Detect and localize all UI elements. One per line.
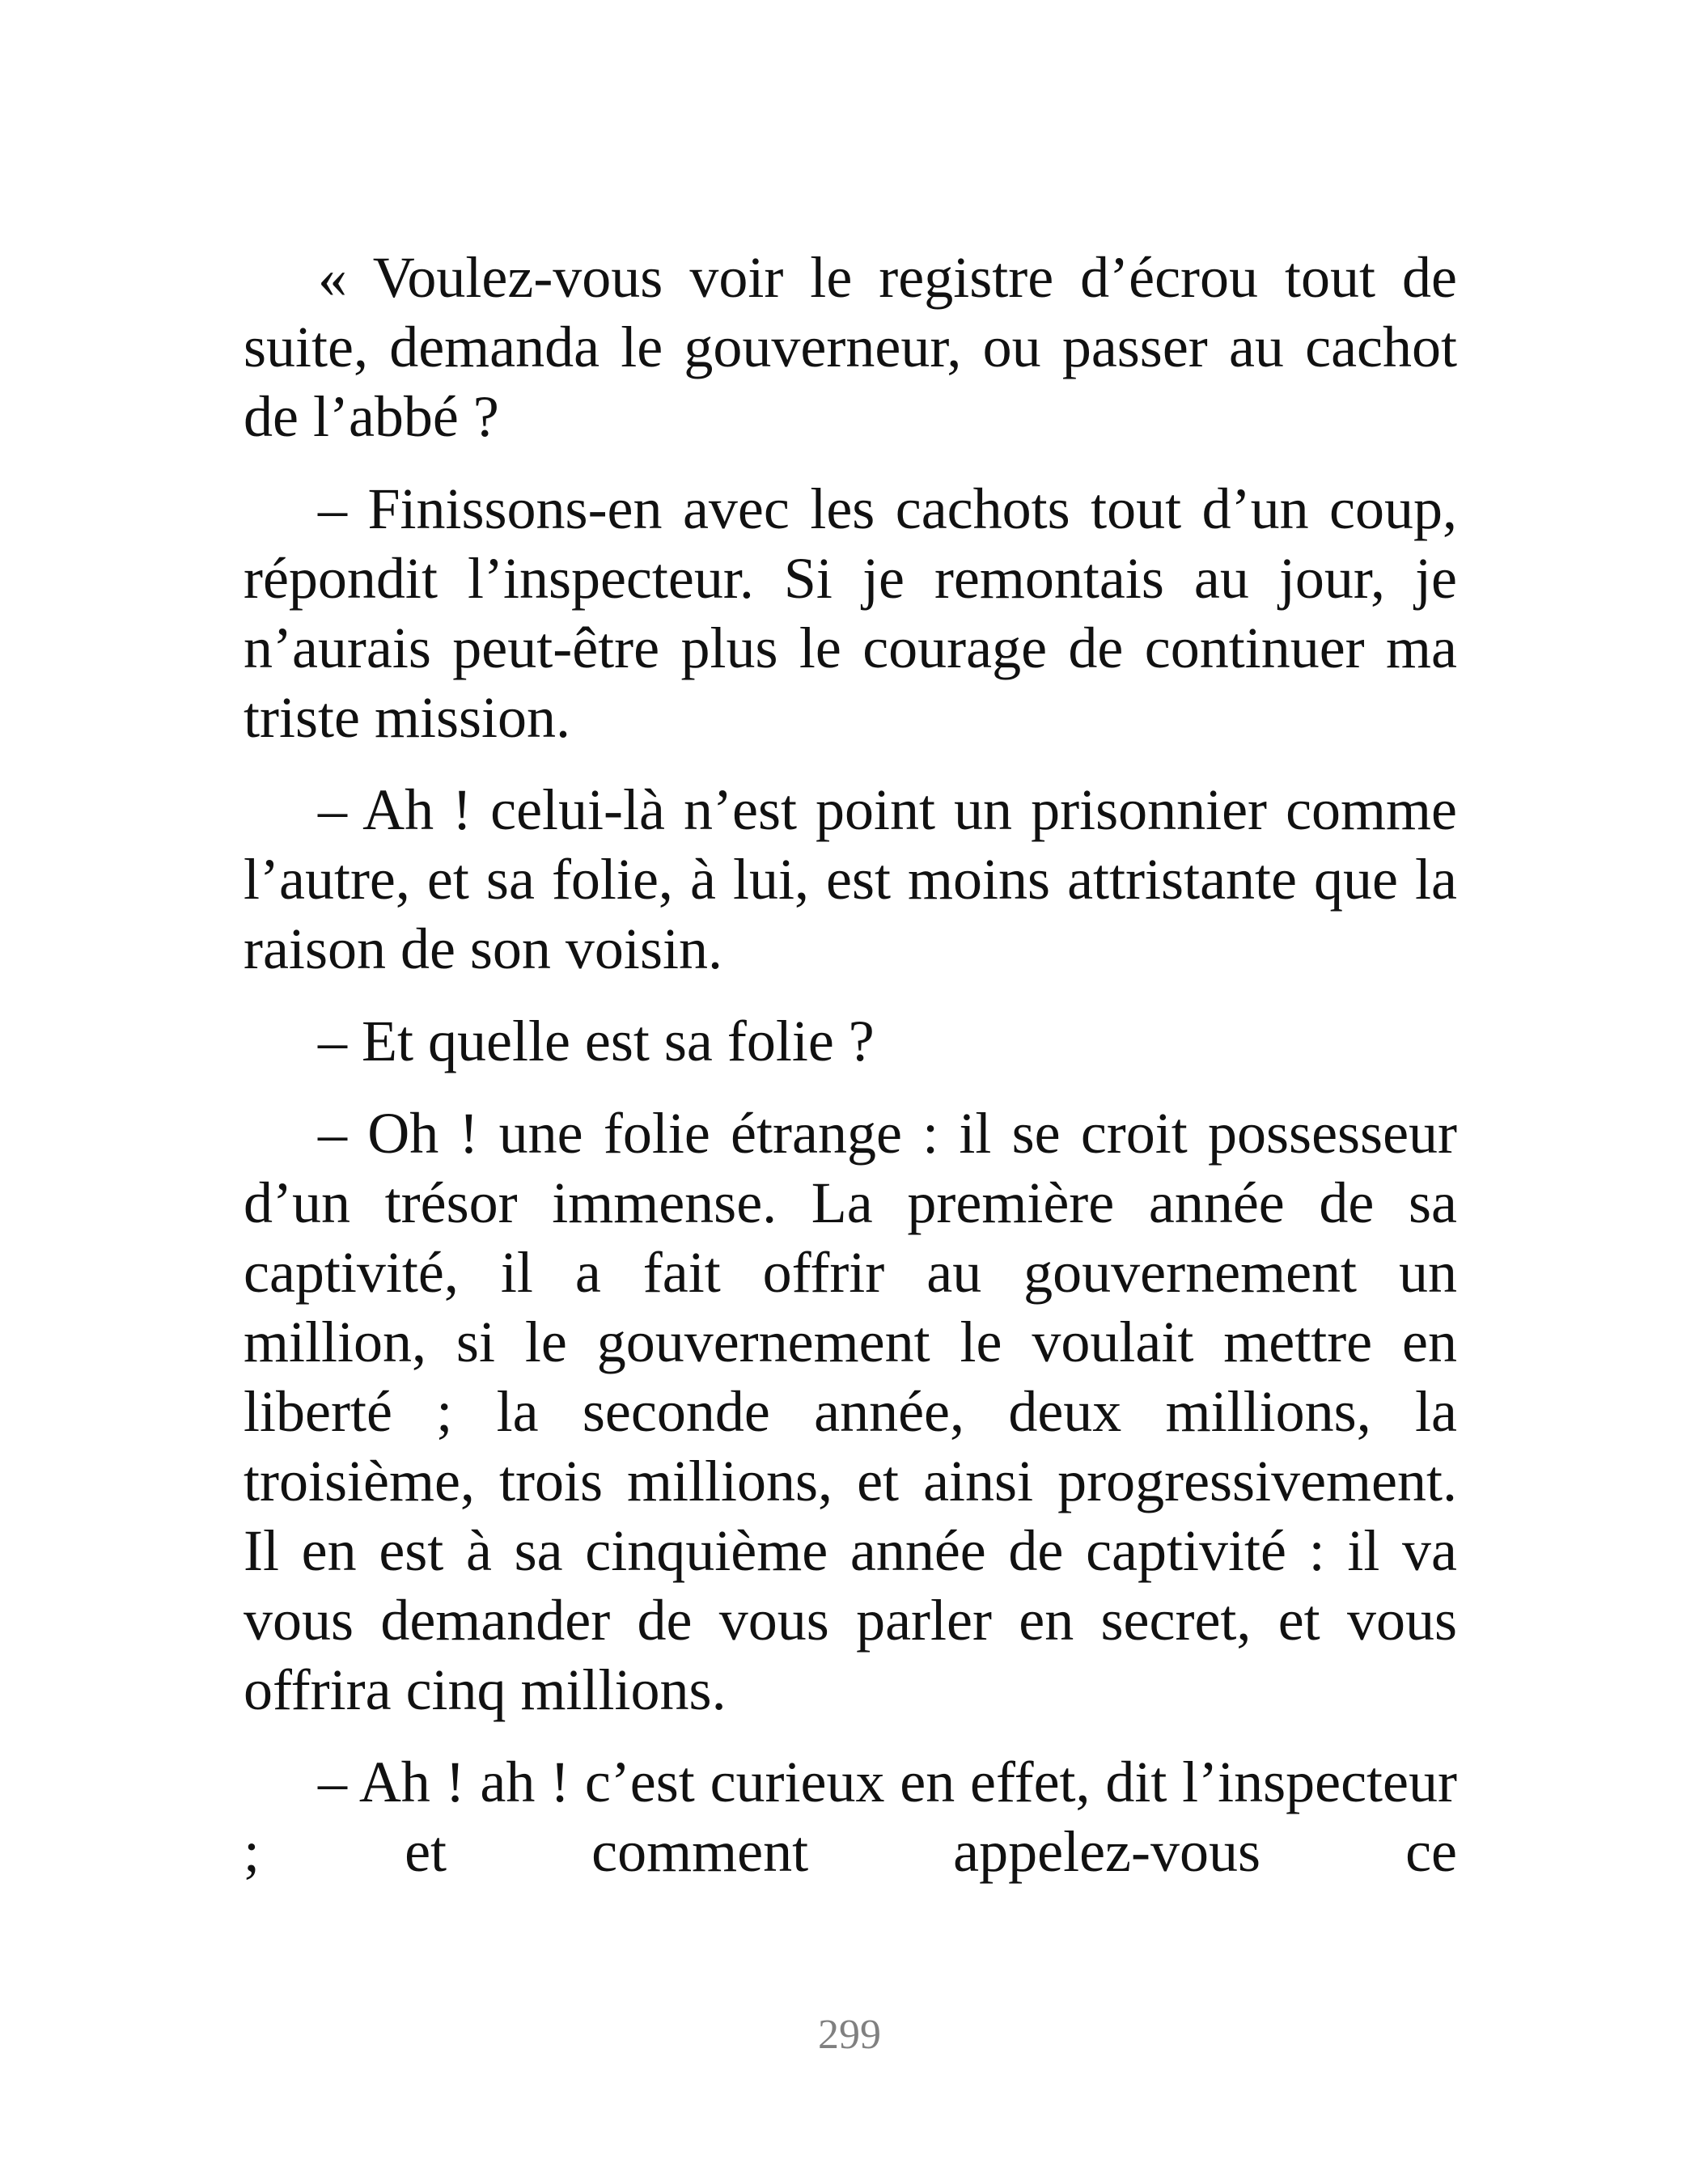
page-number: 299 <box>818 2012 881 2058</box>
paragraph: – Finissons-en avec les cachots tout d’un coup, répondit l’inspecteur. Si je remontais au jour, je n’aurais peut-être plus le courage de continuer ma triste mission. <box>244 476 1457 750</box>
body-text <box>244 243 1457 1909</box>
paragraph: « Voulez-vous voir le registre d’écrou tout de suite, demanda le gouverneur, ou passer au cachot de l’abbé ? <box>244 245 1457 449</box>
paragraph: – Et quelle est sa folie ? <box>318 1009 875 1073</box>
paragraph: – Ah ! celui-là n’est point un prisonnier comme l’autre, et sa folie, à lui, est moins attristante que la raison de son voisin. <box>244 777 1457 981</box>
paragraph: – Ah ! ah ! c’est curieux en effet, dit l’inspecteur ; et comment appelez-vous ce <box>244 1750 1457 1884</box>
paragraph: – Oh ! une folie étrange : il se croit possesseur d’un trésor immense. La première année de sa captivité, il a fait offrir au gouvernement un million, si le gouvernement le voulait mettre en liberté ; la seconde année, deux millions, la troisième, trois millions, et ainsi progressivement. Il en est à sa cinquième année de captivité : il va vous demander de vous parler en secret, et vous offrira cinq millions. <box>244 1101 1457 1722</box>
